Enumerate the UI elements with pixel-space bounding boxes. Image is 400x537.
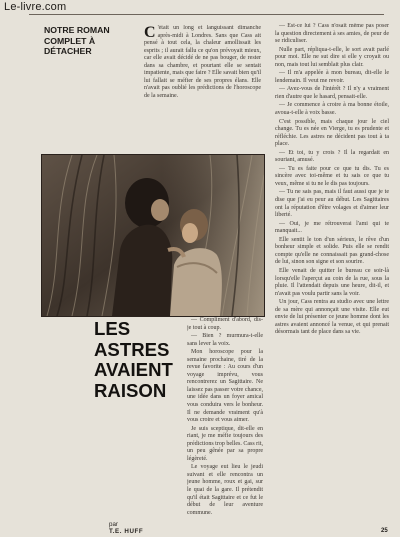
title-line-1: LES — [94, 318, 131, 339]
intro-paragraph: 'était un long et languissant dimanche après-midi à Londres. Sans que Cass ait pensé à tout cela, la chaleur amollissait les esprits ; il aurait fallu ce qu'on prévoyait mieux, car elle avait décidé de ne pas bouger, de rester dans sa chambre, et pourtant elle se sentait impatiente, mais que faire ? Elle savait bien qu'il lui fallait se méfier de ses propres élans. Elle n'avait pas oublié les prédictions de l'horoscope de la semaine. — [144, 25, 261, 99]
paragraph: — Je commence à croire à ma bonne étoile, avoua-t-elle à voix basse. — [275, 102, 389, 117]
paragraph: Elle venait de quitter le bureau ce soir-là lorsqu'elle l'aperçut au coin de la rue, sous la pluie. Il l'attendait depuis une heure, dit-il, et n'avait pas voulu partir sans la voir. — [275, 267, 389, 297]
paragraph: Elle sentit le ton d'un sérieux, le rêve d'un bonheur simple et solide. Puis elle se rendit compte qu'elle ne connaissait pas grand-chose de lui, sinon son signe et son sourire. — [275, 236, 389, 266]
paragraph: — Est-ce lui ? Cass n'osait même pas poser la question directement à ses amies, de peur de se ridiculiser. — [275, 23, 389, 45]
paragraph: Nulle part, répliqua-t-elle, le sort avait parlé pour moi. Elle ne sut dire si elle y croyait ou non, mais tout lui semblait plus clair. — [275, 46, 389, 68]
paragraph: C'est possible, mais chaque jour le ciel change. Tu es née en Vierge, tu es prudente et réfléchie. Les astres ne décident pas tout à ta place. — [275, 118, 389, 148]
paragraph: — Compliment d'abord, dis-je tout à coup. — [187, 317, 263, 331]
page-number: 25 — [381, 528, 388, 534]
article-column-intro — [144, 25, 261, 151]
article-column-middle — [187, 317, 263, 527]
paragraph: — Avez-vous de l'intérêt ? Il n'y a vraiment rien d'autre que le hasard, pensait-elle. — [275, 86, 389, 100]
paragraph: Mon horoscope pour la semaine prochaine, tiré de la revue favorite : Au cours d'un voyage imprévu, vous rencontrerez un Sagittaire. Ne laissez pas passer votre chance, une idée dans un foyer amical vous conduira vers le bonheur. Il ne demande vraiment qu'à vous croire et vous aimer. — [187, 349, 263, 424]
paragraph: — Bien ? murmura-t-elle sans lever la voix. — [187, 333, 263, 347]
drop-cap: C — [144, 25, 156, 41]
article-title — [94, 319, 179, 401]
paragraph: — Il m'a appelée à mon bureau, dit-elle le lendemain. Il veut me revoir. — [275, 70, 389, 84]
paragraph: — Et toi, tu y crois ? Il la regardait en souriant, amusé. — [275, 149, 389, 164]
site-header[interactable]: Le-livre.com — [4, 1, 67, 13]
paragraph: Un jour, Cass rentra au studio avec une lettre de sa mère qui annonçait une visite. Elle eut envie de lui présenter ce jeune homme dont les astres avaient annoncé la venue, et qui prenait désormais tant de place dans sa vie. — [275, 299, 389, 336]
paragraph: Je suis sceptique, dit-elle en riant, je me méfie toujours des prédictions trop belles. Cass rit, un peu gênée par sa propre légèreté. — [187, 425, 263, 462]
title-line-4: RAISON — [94, 379, 167, 401]
header-rule — [29, 14, 384, 15]
byline-prefix: par — [109, 521, 118, 528]
paragraph: — Tu ne sais pas, mais il faut aussi que je te dise que j'ai eu peur au début. Les Sagittaires ont la réputation d'être volages et d'aimer leur liberté. — [275, 189, 389, 219]
byline-author: T.E. HUFF — [109, 528, 144, 535]
couple-in-woods-photo — [41, 154, 265, 317]
paragraph: — Oui, je me rétrouverai l'ami qui te manquait... — [275, 220, 389, 235]
article-column-right — [275, 23, 389, 530]
title-line-3: AVAIENT — [94, 359, 173, 381]
byline — [109, 521, 143, 535]
paragraph: Le voyage eut lieu le jeudi suivant et elle rencontra un jeune homme, roux et gai, sur le quai de la gare. Il prétendit qu'il était Sagittaire et ce fut le début de leur aventure commune. — [187, 464, 263, 516]
section-label: NOTRE ROMAN COMPLET À DÉTACHER — [44, 25, 110, 56]
title-line-2: ASTRES — [94, 338, 170, 360]
paragraph: — Tu es faite pour ce que tu dis. Tu es sincère avec toi-même et tu sais ce que tu veux, même si tu ne le dis pas toujours. — [275, 165, 389, 187]
